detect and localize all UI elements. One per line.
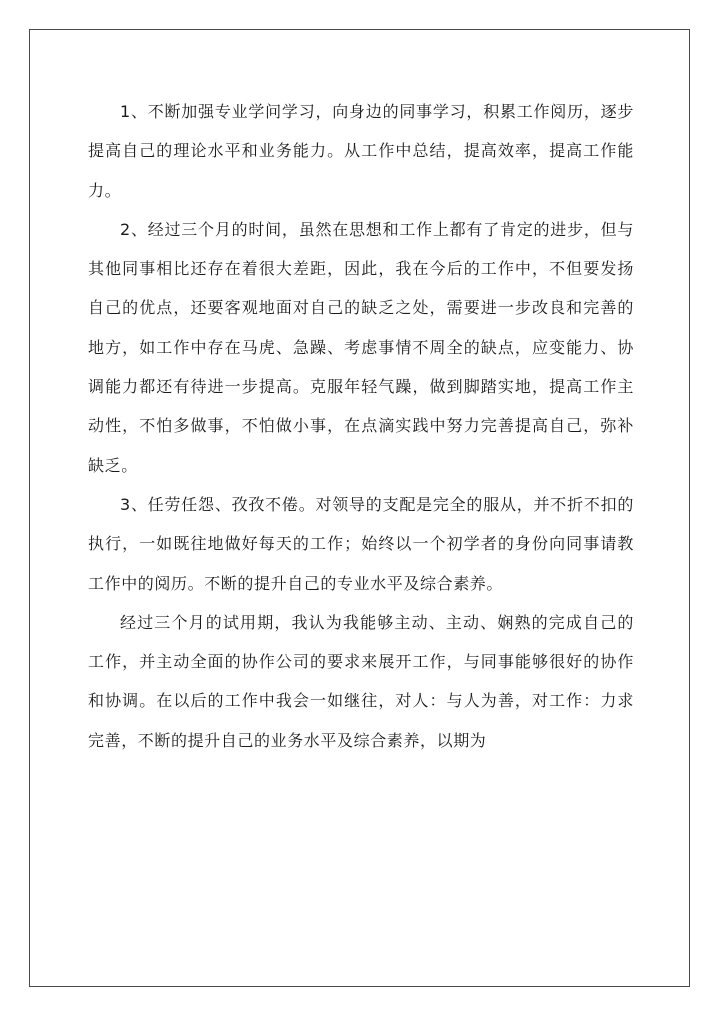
paragraph-4: 经过三个月的试用期，我认为我能够主动、主动、娴熟的完成自己的工作，并主动全面的协作公司的要求来展开工作，与同事能够很好的协作和协调。在以后的工作中我会一如继往，对人：与人为善，对工作：力求完善，不断的提升自己的业务水平及综合素养，以期为: [88, 612, 634, 750]
paragraph-2: 2、经过三个月的时间，虽然在思想和工作上都有了肯定的进步，但与其他同事相比还存在着很大差距，因此，我在今后的工作中，不但要发扬自己的优点，还要客观地面对自己的缺乏之处，需要进一步改良和完善的地方，如工作中存在马虎、急躁、考虑事情不周全的缺点，应变能力、协调能力都还有待进一步提高。克服年轻气躁，做到脚踏实地，提高工作主动性，不怕多做事，不怕做小事，在点滴实践中努力完善提高自己，弥补缺乏。: [88, 219, 634, 475]
document-body: [88, 92, 634, 760]
paragraph-3: 3、任劳任怨、孜孜不倦。对领导的支配是完全的服从，并不折不扣的执行，一如既往地做好每天的工作；始终以一个初学者的身份向同事请教工作中的阅历。不断的提升自己的专业水平及综合素养。: [88, 494, 634, 593]
paragraph-1: 1、不断加强专业学问学习，向身边的同事学习，积累工作阅历，逐步提高自己的理论水平和业务能力。从工作中总结，提高效率，提高工作能力。: [88, 102, 634, 200]
